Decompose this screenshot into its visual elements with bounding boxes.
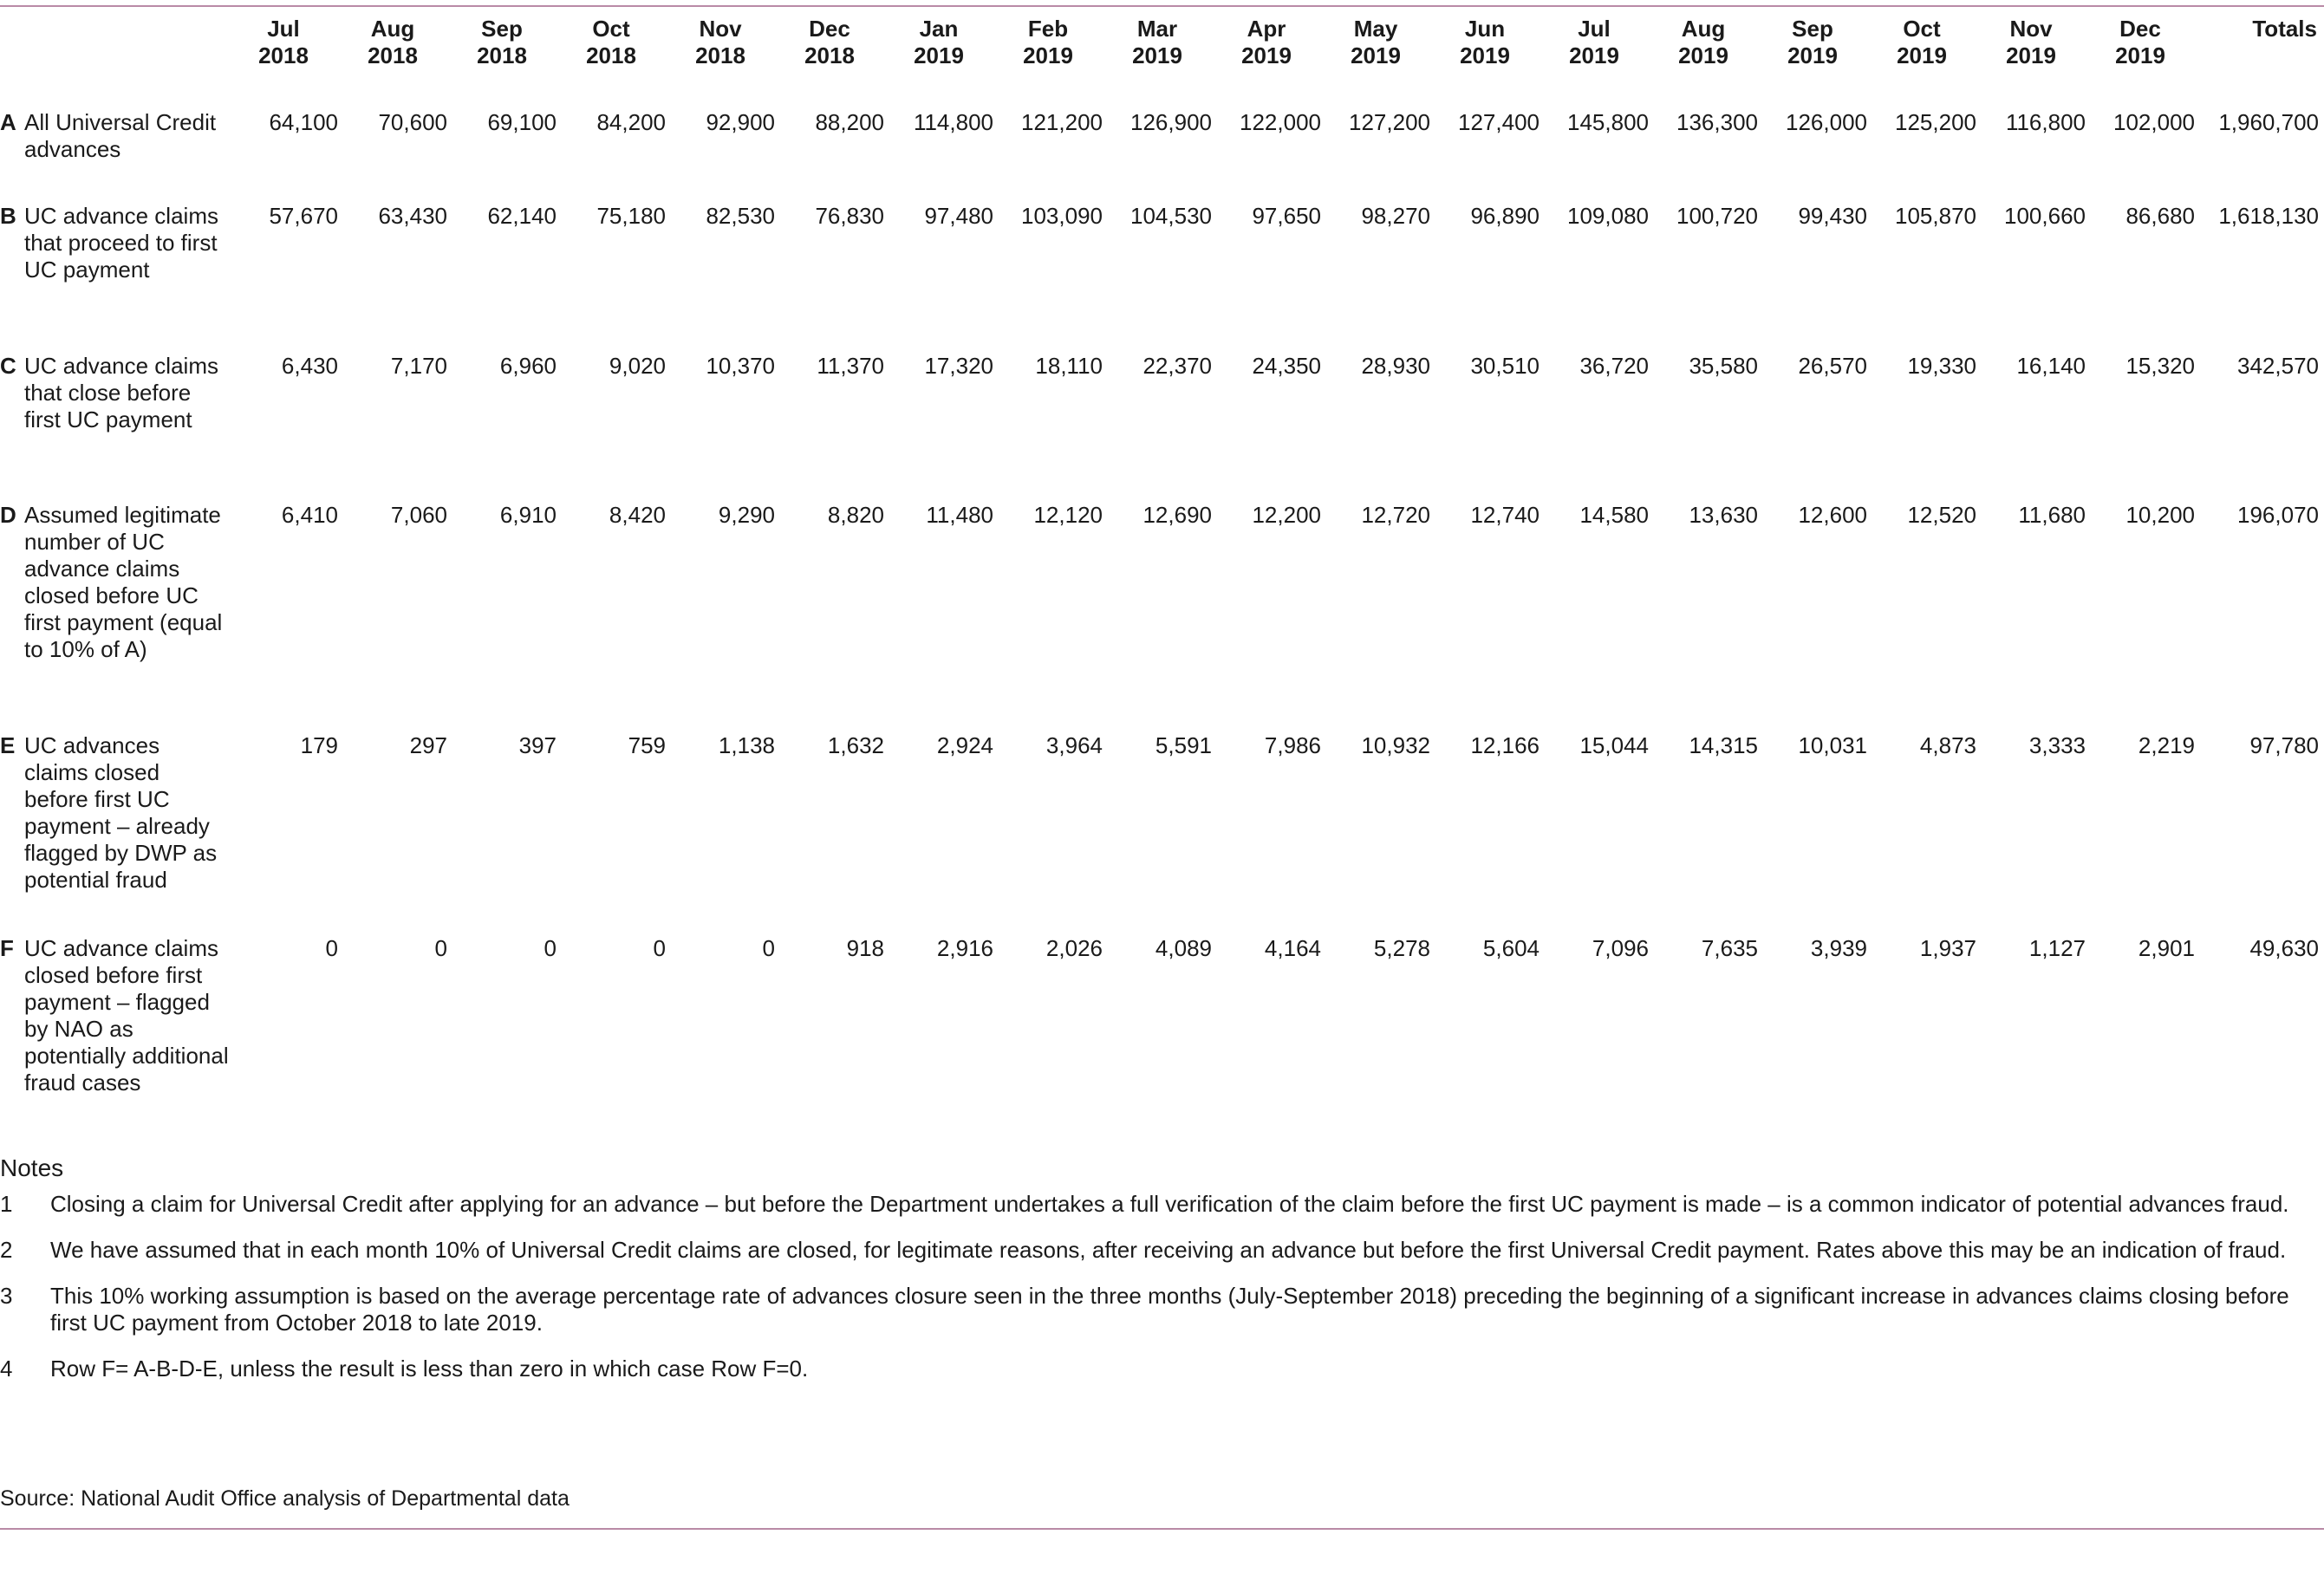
table-cell: 1,937 — [1919, 935, 1976, 961]
month-header: Nov 2019 — [2006, 16, 2056, 68]
note-item — [0, 1191, 2324, 1218]
row-total: 49,630 — [2249, 935, 2319, 961]
table-cell: 86,680 — [2125, 203, 2195, 229]
table-cell: 28,930 — [1361, 353, 1430, 379]
table-cell: 3,333 — [2028, 732, 2086, 758]
table-cell: 35,580 — [1689, 353, 1758, 379]
top-rule — [0, 5, 2324, 7]
table-cell: 14,580 — [1579, 502, 1649, 528]
table-cell: 62,140 — [487, 203, 557, 229]
table-cell: 57,670 — [269, 203, 338, 229]
table-cell: 0 — [762, 935, 775, 961]
table-cell: 179 — [300, 732, 338, 758]
table-cell: 4,873 — [1919, 732, 1976, 758]
notes-title: Notes — [0, 1154, 64, 1181]
row-letter: D — [0, 502, 16, 528]
row-total: 1,960,700 — [2218, 109, 2319, 135]
table-row — [0, 732, 2324, 935]
table-cell: 6,430 — [281, 353, 338, 379]
table-cell: 7,170 — [390, 353, 447, 379]
table-cell: 99,430 — [1798, 203, 1867, 229]
note-text: Row F= A-B-D-E, unless the result is less than zero in which case Row F=0. — [50, 1356, 809, 1382]
table-cell: 97,650 — [1252, 203, 1321, 229]
table-cell: 10,031 — [1798, 732, 1867, 758]
label-header — [24, 16, 229, 109]
table-cell: 5,604 — [1482, 935, 1540, 961]
table-row — [0, 203, 2324, 353]
table-row — [0, 109, 2324, 203]
table-cell: 136,300 — [1676, 109, 1758, 135]
totals-header: Totals — [2252, 16, 2317, 42]
row-letter: A — [0, 109, 16, 135]
table-cell: 2,901 — [2138, 935, 2195, 961]
row-total: 196,070 — [2237, 502, 2319, 528]
table-cell: 0 — [434, 935, 447, 961]
table-cell: 96,890 — [1470, 203, 1540, 229]
uc-advances-table — [0, 16, 2324, 1165]
table-cell: 114,800 — [913, 109, 993, 135]
note-number: 2 — [0, 1237, 13, 1263]
table-cell: 10,200 — [2125, 502, 2195, 528]
table-cell: 759 — [628, 732, 666, 758]
table-cell: 64,100 — [269, 109, 338, 135]
month-header: Apr 2019 — [1241, 16, 1292, 68]
table-cell: 100,660 — [2004, 203, 2086, 229]
table-cell: 145,800 — [1567, 109, 1649, 135]
table-cell: 70,600 — [378, 109, 447, 135]
table-cell: 75,180 — [596, 203, 666, 229]
table-cell: 5,278 — [1373, 935, 1430, 961]
table-cell: 22,370 — [1142, 353, 1212, 379]
row-total: 1,618,130 — [2218, 203, 2319, 229]
table-cell: 19,330 — [1907, 353, 1976, 379]
table-cell: 36,720 — [1579, 353, 1649, 379]
table-cell: 11,480 — [926, 502, 993, 528]
source-line: Source: National Audit Office analysis of Departmental data — [0, 1486, 570, 1511]
note-text: Closing a claim for Universal Credit after applying for an advance – but before the Department undertakes a full verification of the claim before the first UC payment is made – is a common indicator of potential advances fraud. — [50, 1191, 2289, 1217]
table-row — [0, 353, 2324, 502]
table-cell: 76,830 — [815, 203, 884, 229]
table-cell: 127,200 — [1349, 109, 1430, 135]
row-label: Assumed legitimate number of UC advance claims closed before UC first payment (equal to 10% of A) — [24, 502, 223, 662]
table-cell: 0 — [653, 935, 666, 961]
table-cell: 6,960 — [499, 353, 557, 379]
table-cell: 12,720 — [1361, 502, 1430, 528]
note-number: 1 — [0, 1191, 13, 1217]
row-letter: B — [0, 203, 16, 229]
month-header: Aug 2018 — [368, 16, 418, 68]
note-item — [0, 1356, 2324, 1382]
row-total: 342,570 — [2237, 353, 2319, 379]
table-cell: 0 — [325, 935, 338, 961]
header-row — [0, 16, 2324, 109]
table-cell: 6,410 — [281, 502, 338, 528]
table-cell: 103,090 — [1021, 203, 1103, 229]
table-cell: 7,060 — [390, 502, 447, 528]
table-cell: 15,044 — [1579, 732, 1649, 758]
table-cell: 6,910 — [499, 502, 557, 528]
table-cell: 918 — [846, 935, 884, 961]
table-cell: 8,420 — [609, 502, 666, 528]
table-cell: 82,530 — [706, 203, 775, 229]
table-cell: 3,939 — [1810, 935, 1867, 961]
table-row — [0, 935, 2324, 1165]
table-cell: 12,166 — [1470, 732, 1540, 758]
table-cell: 18,110 — [1035, 353, 1103, 379]
bottom-rule — [0, 1528, 2324, 1530]
month-header: Oct 2019 — [1897, 16, 1947, 68]
month-header: Jan 2019 — [914, 16, 964, 68]
table-cell: 2,219 — [2138, 732, 2195, 758]
table-cell: 12,520 — [1907, 502, 1976, 528]
table-cell: 7,986 — [1264, 732, 1321, 758]
month-header: Feb 2019 — [1023, 16, 1073, 68]
table-cell: 92,900 — [706, 109, 775, 135]
notes-section — [0, 1154, 2324, 1401]
table-cell: 5,591 — [1155, 732, 1212, 758]
table-cell: 116,800 — [2005, 109, 2086, 135]
month-header: Nov 2018 — [695, 16, 745, 68]
note-number: 3 — [0, 1283, 13, 1309]
table-cell: 104,530 — [1130, 203, 1212, 229]
table-cell: 127,400 — [1458, 109, 1540, 135]
table-cell: 2,916 — [936, 935, 993, 961]
month-header: Sep 2019 — [1787, 16, 1838, 68]
table-cell: 126,000 — [1786, 109, 1867, 135]
month-header: Oct 2018 — [586, 16, 636, 68]
month-header: Sep 2018 — [477, 16, 527, 68]
table-cell: 14,315 — [1689, 732, 1758, 758]
table-cell: 126,900 — [1130, 109, 1212, 135]
row-label: UC advance claims that close before first UC payment — [24, 353, 218, 432]
letter-header — [0, 16, 24, 109]
table-cell: 13,630 — [1689, 502, 1758, 528]
table-cell: 26,570 — [1798, 353, 1867, 379]
table-cell: 9,290 — [718, 502, 775, 528]
table-cell: 12,120 — [1033, 502, 1103, 528]
table-cell: 10,370 — [706, 353, 775, 379]
table-cell: 16,140 — [2016, 353, 2086, 379]
table-cell: 109,080 — [1567, 203, 1649, 229]
table-cell: 15,320 — [2125, 353, 2195, 379]
table-cell: 69,100 — [487, 109, 557, 135]
table-cell: 102,000 — [2113, 109, 2195, 135]
table-cell: 4,089 — [1155, 935, 1212, 961]
table-cell: 97,480 — [924, 203, 993, 229]
row-letter: C — [0, 353, 16, 379]
row-letter: E — [0, 732, 16, 758]
month-header: Jun 2019 — [1460, 16, 1510, 68]
table-cell: 11,370 — [817, 353, 884, 379]
table-cell: 12,600 — [1798, 502, 1867, 528]
table-cell: 1,632 — [827, 732, 884, 758]
month-header: Dec 2019 — [2115, 16, 2165, 68]
table-cell: 105,870 — [1895, 203, 1976, 229]
table-cell: 88,200 — [815, 109, 884, 135]
table-cell: 125,200 — [1895, 109, 1976, 135]
table-cell: 98,270 — [1361, 203, 1430, 229]
table-row — [0, 502, 2324, 732]
month-header: Mar 2019 — [1132, 16, 1182, 68]
note-text: We have assumed that in each month 10% of Universal Credit claims are closed, for legitimate reasons, after receiving an advance but before the first Universal Credit payment. Rates above this may be an indication of fraud. — [50, 1237, 2287, 1263]
month-header: Dec 2018 — [804, 16, 855, 68]
table-cell: 122,000 — [1240, 109, 1321, 135]
table-cell: 84,200 — [596, 109, 666, 135]
table-cell: 17,320 — [924, 353, 993, 379]
month-header: Aug 2019 — [1678, 16, 1728, 68]
month-header: May 2019 — [1351, 16, 1401, 68]
table-cell: 8,820 — [827, 502, 884, 528]
table-cell: 11,680 — [2018, 502, 2086, 528]
row-label: UC advances claims closed before first UC payment – already flagged by DWP as potential fraud — [24, 732, 218, 893]
table-cell: 63,430 — [378, 203, 447, 229]
row-label: UC advance claims closed before first payment – flagged by NAO as potentially additional fraud cases — [24, 935, 229, 1096]
month-header: Jul 2019 — [1569, 16, 1619, 68]
table-cell: 4,164 — [1264, 935, 1321, 961]
row-label: All Universal Credit advances — [24, 109, 217, 162]
table-cell: 1,127 — [2028, 935, 2086, 961]
row-letter: F — [0, 935, 14, 961]
table-cell: 2,026 — [1045, 935, 1103, 961]
table-cell: 1,138 — [718, 732, 775, 758]
table-cell: 2,924 — [936, 732, 993, 758]
note-item — [0, 1237, 2324, 1264]
table-cell: 24,350 — [1252, 353, 1321, 379]
table-cell: 12,740 — [1470, 502, 1540, 528]
table-cell: 7,635 — [1701, 935, 1758, 961]
row-label: UC advance claims that proceed to first UC payment — [24, 203, 218, 283]
table-cell: 297 — [409, 732, 447, 758]
table-cell: 30,510 — [1470, 353, 1540, 379]
note-number: 4 — [0, 1356, 13, 1382]
table-cell: 397 — [518, 732, 557, 758]
note-text: This 10% working assumption is based on the average percentage rate of advances closure seen in the three months (July-September 2018) preceding the beginning of a significant increase in advances claims closing before first UC payment from October 2018 to late 2019. — [50, 1283, 2289, 1336]
row-total: 97,780 — [2249, 732, 2319, 758]
note-item — [0, 1283, 2324, 1336]
table-cell: 3,964 — [1045, 732, 1103, 758]
table-cell: 121,200 — [1021, 109, 1103, 135]
table-cell: 100,720 — [1676, 203, 1758, 229]
table-cell: 7,096 — [1592, 935, 1649, 961]
table-cell: 12,200 — [1252, 502, 1321, 528]
table-cell: 0 — [544, 935, 557, 961]
month-header: Jul 2018 — [258, 16, 309, 68]
table-cell: 10,932 — [1361, 732, 1430, 758]
table-cell: 9,020 — [609, 353, 666, 379]
table-cell: 12,690 — [1142, 502, 1212, 528]
